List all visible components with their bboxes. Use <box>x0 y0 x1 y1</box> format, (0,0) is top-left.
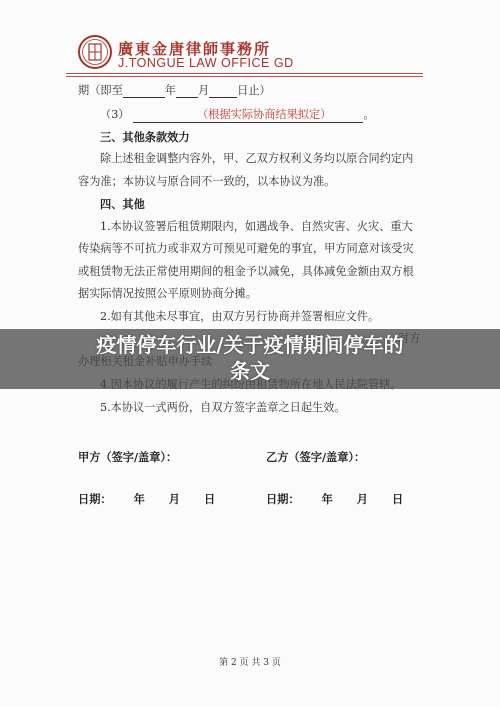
party-a-date-day: 日 <box>203 492 216 506</box>
period-prefix: 期（即至 <box>78 84 123 97</box>
party-b-date-label: 日期： <box>266 492 300 506</box>
blank-day <box>209 86 237 98</box>
period-month-label: 月 <box>197 84 210 97</box>
section4-item2-line1: 2.如有其他未尽事宜，由双方另行协商并签署相应文件。 <box>100 310 380 323</box>
item3-line <box>100 108 375 123</box>
party-a-date <box>78 491 215 507</box>
firm-name-en: J.TONGUE LAW OFFICE GD <box>118 56 294 70</box>
page-indicator: 第 2 页 共 3 页 <box>219 658 281 668</box>
title-banner-text <box>0 332 500 384</box>
section4-item1-line2: 传染病等不可抗力或非双方可预见可避免的事宜，甲方同意对该受灾 <box>78 242 414 255</box>
party-b-date-month: 月 <box>356 492 368 506</box>
party-a-signature: 甲方（签字/盖章）： <box>78 450 178 464</box>
firm-name-cn: 廣東金唐律師事務所 <box>118 40 272 58</box>
header-rule-top <box>66 73 423 74</box>
section4-item1-line4: 据实际情况按照公平原则协商分摊。 <box>78 287 258 300</box>
party-b-date <box>266 491 403 507</box>
section3-line2: 容为准；本协议与原合同不一致的，以本协议为准。 <box>78 175 336 188</box>
item3-label: （3） <box>100 108 130 121</box>
section4-item1-line3: 或租赁物无法正常使用期间的租金予以减免，具体减免金额由双方根 <box>78 265 414 278</box>
period-line <box>78 84 271 98</box>
party-b-signature: 乙方（签字/盖章）： <box>266 450 366 464</box>
item3-blank <box>133 108 363 123</box>
firm-logo-icon <box>78 35 112 69</box>
section3-line1: 除上述租金调整内容外，甲、乙双方权利义务均以原合同约定内 <box>100 152 414 165</box>
item3-note: （根据实际协商结果拟定） <box>197 108 332 121</box>
section4-title: 四、其他 <box>100 197 145 211</box>
party-a-date-label: 日期： <box>78 492 112 506</box>
blank-month <box>176 86 198 98</box>
header-rule-bottom <box>66 76 423 77</box>
party-b-date-year: 年 <box>321 492 333 506</box>
section4-item1-line1: 1.本协议签署后租赁期限内，如遇战争、自然灾害、火灾、重大 <box>100 220 413 233</box>
section4-item5: 5.本协议一式两份，自双方签字盖章之日起生效。 <box>100 401 346 414</box>
blank-year <box>123 86 165 98</box>
party-b-date-day: 日 <box>391 492 404 506</box>
section3-title: 三、其他条款效力 <box>100 130 190 144</box>
item3-end: 。 <box>363 108 375 121</box>
banner-line1: 疫情停车行业/关于疫情期间停车的 <box>96 333 404 357</box>
period-year-label: 年 <box>164 84 176 97</box>
period-day-label: 日止） <box>237 84 271 97</box>
party-a-date-year: 年 <box>133 492 145 506</box>
banner-line2: 条文 <box>230 359 270 383</box>
party-a-date-month: 月 <box>168 492 180 506</box>
